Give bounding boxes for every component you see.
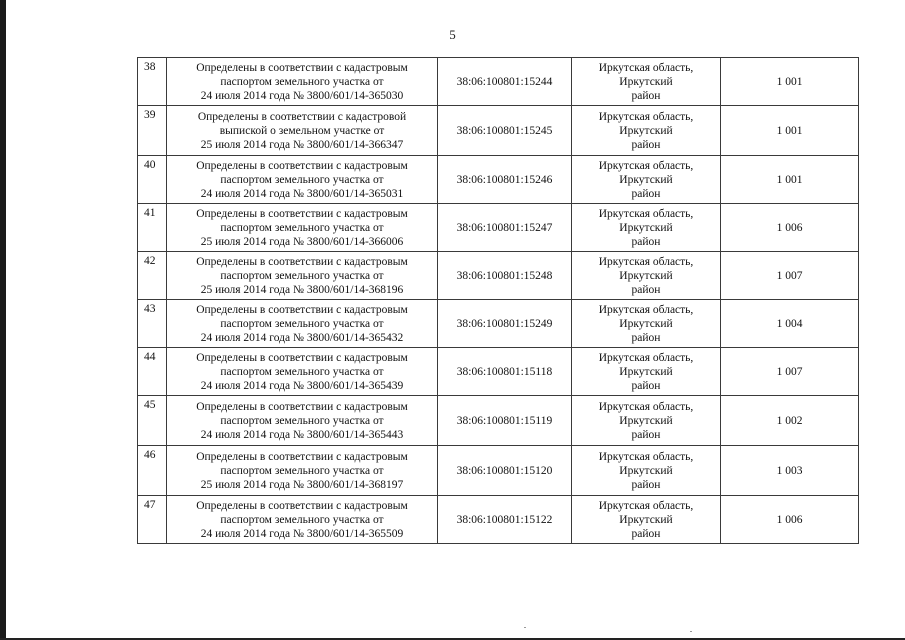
row-number-cell: 47 [138, 496, 167, 544]
row-number-cell: 46 [138, 446, 167, 496]
description-line: паспортом земельного участка от [220, 414, 384, 427]
area-cell: 1 007 [721, 348, 859, 396]
table-row [138, 396, 859, 446]
description-line: 24 июля 2014 года № 3800/601/14-365031 [200, 187, 404, 200]
table-row [138, 252, 859, 300]
description-line: 24 июля 2014 года № 3800/601/14-365439 [200, 379, 404, 392]
address-line: район [631, 283, 661, 296]
description-cell [167, 496, 438, 544]
description-line: паспортом земельного участка от [220, 464, 384, 477]
description-line: Определены в соответствии с кадастровым [196, 351, 408, 364]
area-cell: 1 001 [721, 106, 859, 156]
description-line: паспортом земельного участка от [220, 365, 384, 378]
cadastral-number-cell: 38:06:100801:15244 [438, 58, 572, 106]
address-line: Иркутская область, Иркутский [598, 110, 694, 137]
cadastral-number-cell: 38:06:100801:15119 [438, 396, 572, 446]
description-cell [167, 446, 438, 496]
description-line: выпиской о земельном участке от [219, 124, 385, 137]
address-line: район [631, 187, 661, 200]
row-number-cell: 45 [138, 396, 167, 446]
address-cell [572, 348, 721, 396]
row-number-cell: 42 [138, 252, 167, 300]
address-line: Иркутская область, Иркутский [598, 207, 694, 234]
description-line: 25 июля 2014 года № 3800/601/14-366347 [200, 138, 404, 151]
address-line: Иркутская область, Иркутский [598, 499, 694, 526]
table-row [138, 58, 859, 106]
address-line: район [631, 138, 661, 151]
description-line: 24 июля 2014 года № 3800/601/14-365509 [200, 527, 404, 540]
description-line: 25 июля 2014 года № 3800/601/14-368196 [200, 283, 404, 296]
address-cell [572, 58, 721, 106]
address-cell [572, 396, 721, 446]
address-line: район [631, 235, 661, 248]
address-line: Иркутская область, Иркутский [598, 61, 694, 88]
description-line: Определены в соответствии с кадастровым [196, 303, 408, 316]
row-number-cell: 40 [138, 156, 167, 204]
cadastral-number-cell: 38:06:100801:15249 [438, 300, 572, 348]
description-line: Определены в соответствии с кадастровой [197, 110, 407, 123]
row-number-cell: 43 [138, 300, 167, 348]
table-row [138, 156, 859, 204]
description-line: паспортом земельного участка от [220, 221, 384, 234]
description-cell [167, 204, 438, 252]
address-cell [572, 300, 721, 348]
address-line: Иркутская область, Иркутский [598, 351, 694, 378]
description-line: 24 июля 2014 года № 3800/601/14-365432 [200, 331, 404, 344]
address-cell [572, 446, 721, 496]
scan-edge-left [0, 0, 6, 640]
address-line: район [631, 89, 661, 102]
description-cell [167, 106, 438, 156]
address-cell [572, 156, 721, 204]
row-number-cell: 38 [138, 58, 167, 106]
description-cell [167, 396, 438, 446]
address-line: район [631, 428, 661, 441]
table-row [138, 496, 859, 544]
description-line: Определены в соответствии с кадастровым [196, 450, 408, 463]
description-line: Определены в соответствии с кадастровым [196, 255, 408, 268]
description-line: Определены в соответствии с кадастровым [196, 159, 408, 172]
land-plot-table-body [138, 58, 859, 544]
description-line: Определены в соответствии с кадастровым [196, 499, 408, 512]
description-line: паспортом земельного участка от [220, 513, 384, 526]
description-line: паспортом земельного участка от [220, 173, 384, 186]
description-cell [167, 300, 438, 348]
cadastral-number-cell: 38:06:100801:15120 [438, 446, 572, 496]
table-row [138, 300, 859, 348]
table-row [138, 348, 859, 396]
cadastral-number-cell: 38:06:100801:15122 [438, 496, 572, 544]
area-cell: 1 003 [721, 446, 859, 496]
area-cell: 1 002 [721, 396, 859, 446]
description-line: 25 июля 2014 года № 3800/601/14-368197 [200, 478, 404, 491]
address-cell [572, 496, 721, 544]
description-line: Определены в соответствии с кадастровым [196, 207, 408, 220]
description-line: 25 июля 2014 года № 3800/601/14-366006 [200, 235, 404, 248]
table-row [138, 446, 859, 496]
area-cell: 1 006 [721, 496, 859, 544]
area-cell: 1 001 [721, 156, 859, 204]
cadastral-number-cell: 38:06:100801:15247 [438, 204, 572, 252]
row-number-cell: 41 [138, 204, 167, 252]
description-line: Определены в соответствии с кадастровым [196, 400, 408, 413]
area-cell: 1 007 [721, 252, 859, 300]
description-cell [167, 348, 438, 396]
row-number-cell: 44 [138, 348, 167, 396]
table-row [138, 106, 859, 156]
address-cell [572, 204, 721, 252]
address-line: Иркутская область, Иркутский [598, 255, 694, 282]
area-cell: 1 004 [721, 300, 859, 348]
area-cell: 1 001 [721, 58, 859, 106]
description-line: паспортом земельного участка от [220, 269, 384, 282]
address-line: Иркутская область, Иркутский [598, 450, 694, 477]
scan-speck [524, 627, 526, 628]
address-line: Иркутская область, Иркутский [598, 159, 694, 186]
description-line: 24 июля 2014 года № 3800/601/14-365030 [200, 89, 404, 102]
address-cell [572, 252, 721, 300]
description-line: паспортом земельного участка от [220, 75, 384, 88]
description-cell [167, 252, 438, 300]
description-line: паспортом земельного участка от [220, 317, 384, 330]
description-cell [167, 156, 438, 204]
description-cell [167, 58, 438, 106]
address-line: район [631, 478, 661, 491]
address-line: Иркутская область, Иркутский [598, 303, 694, 330]
address-line: район [631, 527, 661, 540]
description-line: Определены в соответствии с кадастровым [196, 61, 408, 74]
description-line: 24 июля 2014 года № 3800/601/14-365443 [200, 428, 404, 441]
cadastral-number-cell: 38:06:100801:15245 [438, 106, 572, 156]
area-cell: 1 006 [721, 204, 859, 252]
page-number: 5 [449, 27, 456, 42]
cadastral-number-cell: 38:06:100801:15248 [438, 252, 572, 300]
address-line: район [631, 379, 661, 392]
row-number-cell: 39 [138, 106, 167, 156]
address-line: Иркутская область, Иркутский [598, 400, 694, 427]
table-row [138, 204, 859, 252]
scan-speck [690, 631, 692, 632]
cadastral-number-cell: 38:06:100801:15118 [438, 348, 572, 396]
address-line: район [631, 331, 661, 344]
cadastral-number-cell: 38:06:100801:15246 [438, 156, 572, 204]
land-plot-table [137, 57, 859, 544]
address-cell [572, 106, 721, 156]
